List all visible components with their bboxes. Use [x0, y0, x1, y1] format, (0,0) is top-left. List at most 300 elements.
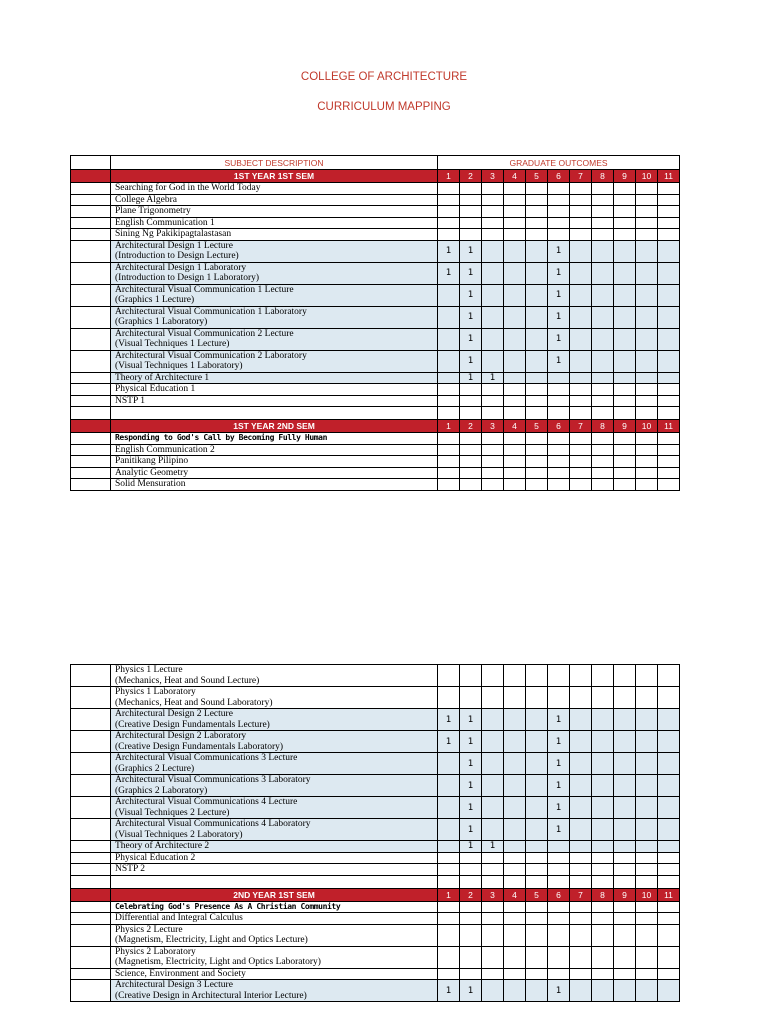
- table-row: [71, 194, 680, 206]
- outcome-cell: [504, 819, 526, 841]
- outcome-cell: [548, 206, 570, 218]
- outcome-cell: [504, 841, 526, 853]
- outcome-cell: [460, 456, 482, 468]
- outcome-number-2: 2: [460, 420, 482, 433]
- outcome-cell: [570, 217, 592, 229]
- outcome-cell: [482, 284, 504, 306]
- outcome-cell: [504, 350, 526, 372]
- subject-line: Architectural Visual Communication 1 Lecture: [115, 284, 294, 295]
- table-row: [71, 372, 680, 384]
- outcome-cell: [614, 433, 636, 445]
- subject-line: Architectural Design 3 Lecture: [115, 980, 233, 990]
- outcome-cell: [614, 284, 636, 306]
- outcome-cell: [482, 328, 504, 350]
- outcome-cell: [460, 924, 482, 946]
- outcome-cell: [504, 467, 526, 479]
- subject-cell: [111, 819, 438, 841]
- outcome-cell: [658, 968, 680, 980]
- outcome-cell: [460, 395, 482, 407]
- blank-cell: [71, 240, 111, 262]
- outcome-cell: [636, 284, 658, 306]
- outcome-cell: [438, 775, 460, 797]
- outcome-cell: [636, 946, 658, 968]
- outcome-cell: [438, 433, 460, 445]
- outcome-cell: [636, 328, 658, 350]
- table-row: [71, 946, 680, 968]
- outcome-cell: [482, 217, 504, 229]
- blank-cell: [71, 456, 111, 468]
- outcome-cell: 1: [460, 328, 482, 350]
- outcome-cell: [614, 183, 636, 195]
- outcome-cell: [526, 924, 548, 946]
- outcome-cell: [614, 328, 636, 350]
- outcome-cell: [504, 328, 526, 350]
- outcome-cell: [636, 479, 658, 491]
- blank-cell: [71, 901, 111, 913]
- outcome-cell: [570, 206, 592, 218]
- subject-line: Architectural Design 1 Laboratory: [115, 262, 247, 273]
- outcome-cell: [592, 968, 614, 980]
- outcome-cell: [592, 372, 614, 384]
- outcome-cell: 1: [548, 306, 570, 328]
- outcome-cell: [570, 946, 592, 968]
- table-row: [71, 229, 680, 241]
- subject-line: Panitikang Pilipino: [115, 456, 189, 466]
- outcome-cell: [438, 875, 460, 888]
- outcome-cell: [658, 456, 680, 468]
- outcome-cell: [636, 183, 658, 195]
- table-row: [71, 797, 680, 819]
- outcome-cell: [438, 901, 460, 913]
- outcome-cell: [636, 665, 658, 687]
- subject-cell: [111, 775, 438, 797]
- blank-cell: [71, 229, 111, 241]
- table-row: [71, 875, 680, 888]
- outcome-cell: [592, 350, 614, 372]
- outcome-cell: [482, 183, 504, 195]
- outcome-cell: [482, 467, 504, 479]
- outcome-cell: [614, 946, 636, 968]
- outcome-cell: [482, 968, 504, 980]
- subject-line: Architectural Visual Communications 4 Lecture: [115, 797, 298, 807]
- outcome-cell: [526, 946, 548, 968]
- outcome-cell: [592, 841, 614, 853]
- outcome-cell: [526, 797, 548, 819]
- outcome-cell: [614, 407, 636, 420]
- blank-cell: [71, 924, 111, 946]
- outcome-cell: [460, 444, 482, 456]
- subject-line: Architectural Visual Communications 3 Lecture: [115, 753, 298, 763]
- blank-cell: [71, 946, 111, 968]
- outcome-cell: [658, 444, 680, 456]
- outcome-cell: [438, 372, 460, 384]
- blank-cell: [71, 775, 111, 797]
- outcome-cell: [504, 444, 526, 456]
- outcome-cell: [592, 901, 614, 913]
- subject-cell: [111, 852, 438, 864]
- outcome-cell: [482, 306, 504, 328]
- subject-cell: [111, 433, 438, 445]
- outcome-cell: [570, 407, 592, 420]
- outcome-cell: [438, 350, 460, 372]
- outcome-cell: [460, 433, 482, 445]
- outcome-cell: [526, 372, 548, 384]
- blank-cell: [71, 467, 111, 479]
- outcome-cell: [592, 467, 614, 479]
- outcome-cell: 1: [548, 350, 570, 372]
- outcome-cell: [460, 913, 482, 925]
- outcome-cell: [504, 206, 526, 218]
- outcome-cell: [614, 262, 636, 284]
- subject-line: Science, Environment and Society: [115, 968, 246, 979]
- outcome-cell: [614, 852, 636, 864]
- subject-line: (Visual Techniques 2 Lecture): [115, 807, 230, 818]
- outcome-cell: 1: [460, 262, 482, 284]
- outcome-cell: [658, 775, 680, 797]
- outcome-cell: [570, 240, 592, 262]
- outcome-number-4: 4: [504, 420, 526, 433]
- outcome-cell: [460, 183, 482, 195]
- blank-cell: [71, 384, 111, 396]
- outcome-cell: [504, 395, 526, 407]
- outcome-cell: [636, 194, 658, 206]
- outcome-cell: [504, 946, 526, 968]
- outcome-cell: [570, 384, 592, 396]
- outcome-cell: [636, 262, 658, 284]
- outcome-cell: [658, 709, 680, 731]
- semester-label: 1ST YEAR 1ST SEM: [111, 170, 438, 183]
- blank-cell: [71, 217, 111, 229]
- table-row: [71, 841, 680, 853]
- outcome-cell: [482, 875, 504, 888]
- outcome-cell: 1: [548, 775, 570, 797]
- outcome-cell: [592, 262, 614, 284]
- outcome-cell: [658, 328, 680, 350]
- outcome-cell: [548, 372, 570, 384]
- outcome-cell: [570, 467, 592, 479]
- subject-line: Sining Ng Pakikipagtalastasan: [115, 229, 232, 239]
- subject-cell: [111, 687, 438, 709]
- outcome-cell: [438, 384, 460, 396]
- outcome-cell: 1: [548, 284, 570, 306]
- outcome-cell: [438, 968, 460, 980]
- outcome-cell: [438, 819, 460, 841]
- page-subtitle: CURRICULUM MAPPING: [317, 101, 451, 113]
- subject-cell: [111, 395, 438, 407]
- blank-cell: [71, 420, 111, 433]
- outcome-cell: [658, 407, 680, 420]
- outcome-cell: [438, 183, 460, 195]
- outcome-cell: [548, 946, 570, 968]
- outcome-cell: [548, 841, 570, 853]
- outcome-cell: [570, 665, 592, 687]
- table-row: [71, 384, 680, 396]
- subject-line: (Mechanics, Heat and Sound Lecture): [115, 675, 260, 686]
- outcome-cell: [592, 687, 614, 709]
- outcome-cell: [504, 407, 526, 420]
- outcome-cell: [658, 731, 680, 753]
- curriculum-table-1: [70, 155, 680, 491]
- table-row: [71, 407, 680, 420]
- outcome-cell: [658, 946, 680, 968]
- outcome-cell: [636, 687, 658, 709]
- outcome-number-9: 9: [614, 170, 636, 183]
- outcome-cell: [614, 819, 636, 841]
- outcome-cell: [658, 797, 680, 819]
- blank-cell: [71, 665, 111, 687]
- outcome-cell: [614, 841, 636, 853]
- outcome-cell: [658, 841, 680, 853]
- outcome-cell: [636, 467, 658, 479]
- outcome-cell: [658, 372, 680, 384]
- outcome-cell: [482, 946, 504, 968]
- subject-cell: [111, 407, 438, 420]
- blank-cell: [71, 913, 111, 925]
- subject-line: (Graphics 1 Lecture): [115, 295, 195, 305]
- outcome-cell: [614, 350, 636, 372]
- outcome-cell: [658, 384, 680, 396]
- subject-line: College Algebra: [115, 194, 177, 205]
- outcome-cell: [438, 328, 460, 350]
- outcome-cell: [548, 864, 570, 876]
- outcome-cell: [504, 852, 526, 864]
- outcome-cell: [636, 384, 658, 396]
- outcome-cell: 1: [548, 262, 570, 284]
- blank-cell: [71, 968, 111, 980]
- outcome-cell: [636, 709, 658, 731]
- outcome-cell: [526, 467, 548, 479]
- subject-line: (Introduction to Design Lecture): [115, 251, 239, 261]
- outcome-cell: [614, 753, 636, 775]
- subject-cell: [111, 206, 438, 218]
- blank-cell: [71, 170, 111, 183]
- blank-cell: [71, 687, 111, 709]
- table-row: [71, 709, 680, 731]
- subject-line: English Communication 1: [115, 217, 215, 228]
- outcome-cell: [548, 456, 570, 468]
- blank-cell: [71, 183, 111, 195]
- outcome-cell: [658, 183, 680, 195]
- outcome-cell: [592, 384, 614, 396]
- outcome-cell: [526, 775, 548, 797]
- outcome-cell: [636, 444, 658, 456]
- outcome-cell: [548, 395, 570, 407]
- table-row: [71, 183, 680, 195]
- table-row: [71, 350, 680, 372]
- outcome-cell: [526, 384, 548, 396]
- outcome-cell: [526, 479, 548, 491]
- outcome-cell: [548, 913, 570, 925]
- outcome-cell: [482, 753, 504, 775]
- outcome-cell: [658, 194, 680, 206]
- table-row: [71, 328, 680, 350]
- table-row: [71, 206, 680, 218]
- table-row: [71, 852, 680, 864]
- table-row: [71, 913, 680, 925]
- outcome-cell: [592, 731, 614, 753]
- blank-cell: [71, 819, 111, 841]
- outcome-cell: [548, 479, 570, 491]
- outcome-cell: [482, 665, 504, 687]
- outcome-cell: [548, 183, 570, 195]
- outcome-cell: [614, 980, 636, 1002]
- outcome-cell: [570, 328, 592, 350]
- subject-line: (Visual Techniques 1 Laboratory): [115, 361, 243, 371]
- outcome-cell: 1: [460, 709, 482, 731]
- outcome-cell: [548, 687, 570, 709]
- outcome-cell: [526, 456, 548, 468]
- subject-line: (Graphics 2 Lecture): [115, 763, 195, 774]
- outcome-number-1: 1: [438, 170, 460, 183]
- blank-cell: [71, 731, 111, 753]
- outcome-cell: [548, 924, 570, 946]
- outcome-cell: [526, 864, 548, 876]
- outcome-cell: [482, 924, 504, 946]
- graduate-outcomes-header: GRADUATE OUTCOMES: [438, 156, 680, 170]
- outcome-cell: [526, 709, 548, 731]
- table-row: [71, 262, 680, 284]
- blank-cell: [71, 262, 111, 284]
- outcome-cell: [482, 852, 504, 864]
- outcome-cell: [658, 901, 680, 913]
- outcome-cell: [592, 407, 614, 420]
- outcome-cell: [460, 384, 482, 396]
- outcome-cell: 1: [438, 240, 460, 262]
- subject-line: Architectural Design 2 Laboratory: [115, 731, 247, 741]
- outcome-cell: [526, 183, 548, 195]
- outcome-cell: 1: [460, 284, 482, 306]
- semester-label: 1ST YEAR 2ND SEM: [111, 420, 438, 433]
- subject-line: Solid Mensuration: [115, 479, 186, 489]
- outcome-cell: [504, 456, 526, 468]
- outcome-cell: [592, 284, 614, 306]
- outcome-cell: [592, 875, 614, 888]
- outcome-cell: [614, 913, 636, 925]
- outcome-cell: [504, 924, 526, 946]
- outcome-number-6: 6: [548, 420, 570, 433]
- outcome-cell: [438, 284, 460, 306]
- outcome-cell: [592, 913, 614, 925]
- blank-cell: [71, 350, 111, 372]
- outcome-number-4: 4: [504, 170, 526, 183]
- outcome-cell: 1: [548, 328, 570, 350]
- outcome-cell: [636, 753, 658, 775]
- outcome-cell: [526, 875, 548, 888]
- outcome-cell: [570, 980, 592, 1002]
- outcome-cell: [570, 183, 592, 195]
- subject-cell: [111, 372, 438, 384]
- subject-line: (Magnetism, Electricity, Light and Optics Laboratory): [115, 957, 321, 967]
- outcome-cell: [460, 229, 482, 241]
- outcome-number-3: 3: [482, 888, 504, 901]
- outcome-cell: 1: [548, 753, 570, 775]
- outcome-cell: [592, 924, 614, 946]
- subject-line: Searching for God in the World Today: [115, 183, 261, 193]
- subject-line: Plane Trigonometry: [115, 206, 191, 216]
- table-row: [71, 467, 680, 479]
- outcome-cell: [658, 306, 680, 328]
- outcome-cell: [482, 229, 504, 241]
- outcome-cell: 1: [548, 731, 570, 753]
- subject-cell: [111, 183, 438, 195]
- outcome-cell: [482, 240, 504, 262]
- outcome-cell: [614, 384, 636, 396]
- outcome-cell: 1: [438, 262, 460, 284]
- outcome-cell: [504, 709, 526, 731]
- outcome-cell: [614, 456, 636, 468]
- outcome-cell: [504, 384, 526, 396]
- outcome-cell: [570, 852, 592, 864]
- subject-line: Architectural Design 1 Lecture: [115, 240, 233, 251]
- outcome-cell: [658, 350, 680, 372]
- outcome-cell: [482, 433, 504, 445]
- outcome-number-6: 6: [548, 888, 570, 901]
- subject-cell: [111, 665, 438, 687]
- outcome-cell: [482, 901, 504, 913]
- outcome-cell: [614, 217, 636, 229]
- outcome-cell: [592, 775, 614, 797]
- outcome-cell: [526, 819, 548, 841]
- outcome-number-1: 1: [438, 420, 460, 433]
- outcome-cell: [548, 433, 570, 445]
- outcome-cell: [614, 467, 636, 479]
- outcome-cell: [482, 775, 504, 797]
- outcome-cell: [636, 913, 658, 925]
- outcome-cell: [570, 284, 592, 306]
- outcome-cell: [636, 456, 658, 468]
- outcome-number-7: 7: [570, 420, 592, 433]
- outcome-number-4: 4: [504, 888, 526, 901]
- outcome-cell: [636, 372, 658, 384]
- outcome-cell: 1: [438, 980, 460, 1002]
- outcome-cell: [592, 433, 614, 445]
- subject-cell: [111, 384, 438, 396]
- blank-cell: [71, 206, 111, 218]
- outcome-cell: [438, 206, 460, 218]
- outcome-cell: 1: [548, 980, 570, 1002]
- table-row: [71, 240, 680, 262]
- table-row: [71, 924, 680, 946]
- outcome-number-11: 11: [658, 420, 680, 433]
- outcome-number-9: 9: [614, 420, 636, 433]
- outcome-cell: [548, 407, 570, 420]
- outcome-cell: 1: [482, 841, 504, 853]
- outcome-cell: [570, 372, 592, 384]
- subject-line: (Creative Design Fundamentals Laboratory): [115, 741, 284, 752]
- outcome-number-7: 7: [570, 888, 592, 901]
- subject-cell: [111, 875, 438, 888]
- outcome-cell: [570, 841, 592, 853]
- outcome-cell: [570, 797, 592, 819]
- table-row: [71, 968, 680, 980]
- subject-cell: [111, 946, 438, 968]
- table-row: [71, 433, 680, 445]
- outcome-cell: [592, 665, 614, 687]
- subject-cell: [111, 864, 438, 876]
- outcome-cell: [504, 240, 526, 262]
- outcome-cell: [460, 217, 482, 229]
- subject-line: Theory of Architecture 2: [115, 841, 210, 851]
- outcome-cell: [570, 875, 592, 888]
- outcome-cell: [636, 875, 658, 888]
- outcome-cell: [614, 709, 636, 731]
- outcome-cell: [614, 194, 636, 206]
- outcome-cell: [548, 444, 570, 456]
- outcome-cell: [526, 444, 548, 456]
- table-header-row: [71, 156, 680, 170]
- outcome-cell: [636, 206, 658, 218]
- outcome-cell: [592, 456, 614, 468]
